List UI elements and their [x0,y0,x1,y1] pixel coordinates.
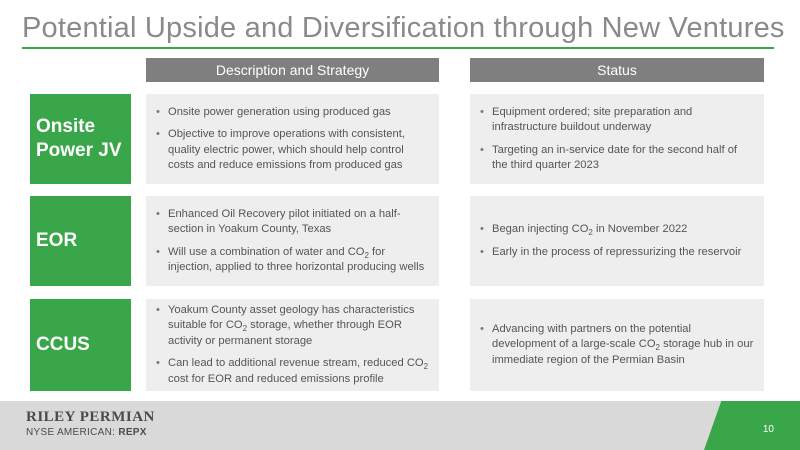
bullet-list [154,303,429,388]
page-number: 10 [762,424,774,435]
title-underline [22,47,774,49]
subscript: 2 [588,228,593,237]
ccus-status-cell [470,299,764,391]
company-logo-name: RILEY PERMIAN [26,409,155,425]
bullet-list [478,222,754,260]
footer-accent [704,401,800,450]
bullet-item [154,127,429,174]
bullet-item [478,143,754,174]
bullet-item [154,356,429,387]
bullet-dot-icon: • [480,245,484,258]
description-column-header: Description and Strategy [146,58,439,82]
bullet-item [154,303,429,350]
bullet-item [478,245,754,261]
bullet-text: Began injecting CO [492,223,589,235]
row-label-line: Onsite [36,116,96,137]
bullet-dot-icon: • [156,303,160,316]
row-label-line: Power JV [36,140,122,161]
bullet-text: in November 2022 [592,223,688,235]
bullet-dot-icon: • [480,223,484,235]
bullet-item [478,222,754,238]
exchange-ticker [26,427,147,438]
bullet-dot-icon: • [156,207,160,220]
bullet-item [154,105,429,121]
bullet-text: Objective to improve operations with consistent, quality electric power, which should help control costs and reduce emissions from produced gas [168,128,405,171]
bullet-list [478,105,754,174]
subscript: 2 [364,250,369,260]
bullet-item [154,245,429,276]
ticker-symbol: REPX [118,427,147,438]
bullet-dot-icon: • [480,105,484,118]
bullet-text: Can lead to additional revenue stream, reduced CO [168,357,424,370]
bullet-item [478,105,754,136]
slide-title: Potential Upside and Diversification through New Ventures [22,12,785,44]
bullet-text: for injection, applied to three horizontal producing wells [168,245,425,273]
bullet-list [478,322,754,369]
bullet-text: cost for EOR and reduced emissions profile [168,372,384,385]
bullet-dot-icon: • [156,128,160,140]
exchange-label: NYSE AMERICAN: [26,427,119,438]
status-column-header: Status [470,58,764,82]
bullet-text: Enhanced Oil Recovery pilot initiated on a half-section in Yoakum County, Texas [168,207,401,235]
bullet-text: storage hub in our immediate region of the Permian Basin [492,338,754,366]
bullet-text: Yoakum County asset geology has characteristics suitable for CO [168,303,415,332]
row-label-line: CCUS [36,334,90,355]
bullet-list [154,207,429,276]
bullet-text: Will use a combination of water and CO [168,245,365,258]
bullet-dot-icon: • [480,322,484,335]
bullet-text: Early in the process of repressurizing the reservoir [492,245,742,258]
bullet-text: storage, whether through EOR activity or permanent storage [168,319,402,347]
row-label-eor [30,196,131,286]
bullet-dot-icon: • [156,357,160,370]
bullet-item [154,207,429,238]
bullet-dot-icon: • [156,105,160,118]
row-label-ccus [30,299,131,391]
onsite-status-cell [470,94,764,184]
onsite-description-cell [146,94,439,184]
row-label-onsite-power-jv [30,94,131,184]
row-label-line: EOR [36,230,78,251]
bullet-dot-icon: • [480,143,484,156]
bullet-text: Equipment ordered; site preparation and infrastructure buildout underway [492,105,693,133]
bullet-text: Advancing with partners on the potential development of a large-scale CO [492,322,692,351]
bullet-item [478,322,754,369]
eor-description-cell [146,196,439,286]
bullet-text: Targeting an in-service date for the second half of the third quarter 2023 [492,143,738,171]
ccus-description-cell [146,299,439,391]
subscript: 2 [423,362,429,372]
bullet-list [154,105,429,174]
eor-status-cell [470,196,764,286]
bullet-text: Onsite power generation using produced gas [168,105,391,118]
subscript: 2 [242,324,248,334]
subscript: 2 [655,343,660,353]
bullet-dot-icon: • [156,245,160,258]
